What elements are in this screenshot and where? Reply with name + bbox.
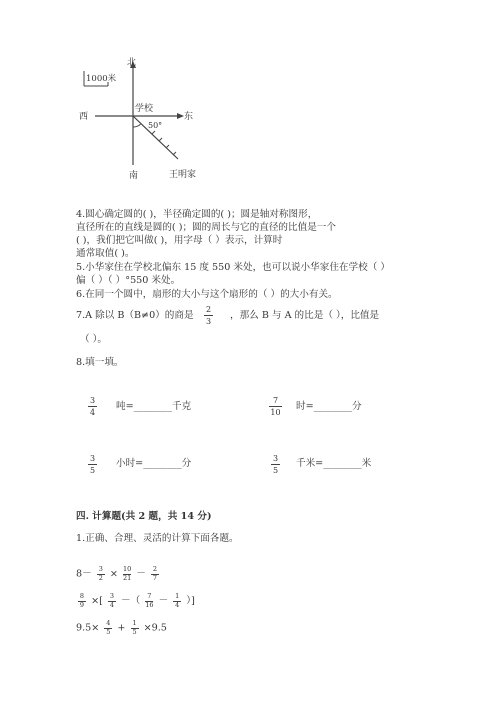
- q8-item3-fraction: [88, 454, 97, 475]
- denominator: 16: [145, 601, 154, 609]
- calc-row2-op2: －（: [120, 595, 141, 607]
- calc-row1-frac3: [151, 566, 159, 582]
- q8-item2-denominator: 10: [270, 408, 281, 417]
- q8-item1-text: 吨=________千克: [116, 401, 192, 412]
- calc-row1-frac2: [123, 566, 131, 582]
- label-school: 学校: [135, 104, 154, 114]
- q8-item4-denominator: 5: [272, 466, 279, 475]
- fraction-bar: [271, 464, 280, 465]
- numerator: 7: [147, 592, 152, 600]
- denominator: 21: [122, 574, 132, 582]
- numerator: 8: [79, 592, 85, 600]
- q8-item4-fraction: [271, 454, 280, 475]
- fraction-bar: [88, 406, 97, 407]
- calc-row3-b: ×9.5: [143, 622, 167, 634]
- calc-row2: [76, 593, 195, 609]
- q8-title: 8.填一填。: [76, 357, 124, 368]
- angle-arc: [133, 123, 141, 127]
- scale-label: 1000米: [86, 74, 117, 84]
- q7-fraction: [204, 305, 213, 326]
- east-arrow-icon: [177, 113, 184, 119]
- calc-row3-op1: +: [117, 622, 126, 634]
- calc-row2-frac1: [78, 593, 86, 609]
- q5-line1: 5.小华家住在学校北偏东 15 度 550 米处，也可以说小华家住在学校（ ）: [76, 262, 390, 273]
- q4-line3: ( )，我们把它叫做( )，用字母（ ）表示，计算时: [76, 235, 283, 246]
- section4-heading: 四. 计算题(共 2 题，共 14 分): [76, 511, 212, 522]
- fraction-bar: [269, 406, 282, 407]
- q7-line2: （ ）。: [80, 334, 108, 345]
- denominator: 5: [106, 628, 111, 636]
- numerator: 4: [106, 619, 111, 627]
- denominator: 4: [109, 601, 114, 609]
- denominator: 9: [79, 601, 85, 609]
- q8-item3-denominator: 5: [89, 466, 96, 475]
- section4-q1: 1.正确、合理、灵活的计算下面各题。: [76, 533, 239, 544]
- q8-item1-denominator: 4: [89, 408, 96, 417]
- calc-row3-frac1: [104, 620, 112, 636]
- fraction-bar: [88, 464, 97, 465]
- calc-row3-a: 9.5×: [76, 622, 100, 634]
- numerator: 2: [152, 565, 157, 573]
- label-home: 王明家: [169, 170, 197, 180]
- calc-row1: [76, 566, 161, 582]
- numerator: 1: [175, 592, 180, 600]
- q7-fraction-denominator: 3: [205, 317, 212, 326]
- calc-row3-frac2: [131, 620, 139, 636]
- q4-line2: 直径所在的直线是圆的( )；圆的周长与它的直径的比值是一个: [76, 222, 336, 233]
- calc-row2-op3: －: [158, 595, 169, 607]
- label-west: 西: [79, 112, 89, 122]
- calc-row1-frac1: [97, 566, 105, 582]
- denominator: 2: [98, 574, 103, 582]
- q5-line2: 偏（ ）（ ）°550 米处。: [76, 275, 181, 286]
- q7-part2: ，那么 B 与 A 的比是（ ），比值是: [230, 310, 380, 321]
- q8-item2-text: 时=________分: [296, 401, 362, 412]
- calc-row1-a: 8－: [76, 568, 92, 580]
- calc-row1-op1: ×: [109, 568, 118, 580]
- q4-line4: 通常取值( )。: [76, 248, 135, 259]
- numerator: 3: [98, 565, 103, 573]
- calc-row2-frac3: [145, 593, 153, 609]
- calc-row2-close: ）]: [186, 595, 195, 607]
- numerator: 10: [122, 565, 132, 573]
- q7-part1: 7.A 除以 B（B≠0）的商是: [76, 310, 194, 321]
- q4-line1: 4.圆心确定圆的( )，半径确定圆的( )；圆是轴对称图形，: [76, 209, 318, 220]
- denominator: 7: [152, 574, 157, 582]
- label-angle: 50°: [148, 121, 163, 130]
- q6-line1: 6.在同一个圆中，扇形的大小与这个扇形的（ ）的大小有关。: [76, 289, 338, 300]
- q8-item2-fraction: [269, 396, 282, 417]
- calc-row1-op2: －: [136, 568, 146, 580]
- distance-ticks: [152, 131, 176, 155]
- calc-row2-op1: ×[: [91, 595, 103, 607]
- q8-item1-numerator: 3: [89, 396, 96, 405]
- denominator: 5: [132, 628, 137, 636]
- label-south: 南: [129, 171, 139, 181]
- q8-item4-numerator: 3: [272, 454, 279, 463]
- q8-item3-text: 小时=________分: [116, 458, 192, 469]
- label-east: 东: [184, 112, 194, 122]
- calc-row2-frac4: [173, 593, 181, 609]
- calc-row3: [76, 620, 167, 636]
- denominator: 4: [175, 601, 180, 609]
- q8-item1-fraction: [88, 396, 97, 417]
- numerator: 1: [132, 619, 137, 627]
- fraction-bar: [204, 315, 213, 316]
- direction-diagram: [70, 55, 240, 185]
- q7-fraction-numerator: 2: [205, 305, 212, 314]
- q8-item4-text: 千米=________米: [296, 458, 372, 469]
- label-north: 北: [127, 58, 137, 68]
- calc-row2-frac2: [108, 593, 116, 609]
- q8-item3-numerator: 3: [89, 454, 96, 463]
- numerator: 3: [109, 592, 114, 600]
- q8-item2-numerator: 7: [272, 396, 279, 405]
